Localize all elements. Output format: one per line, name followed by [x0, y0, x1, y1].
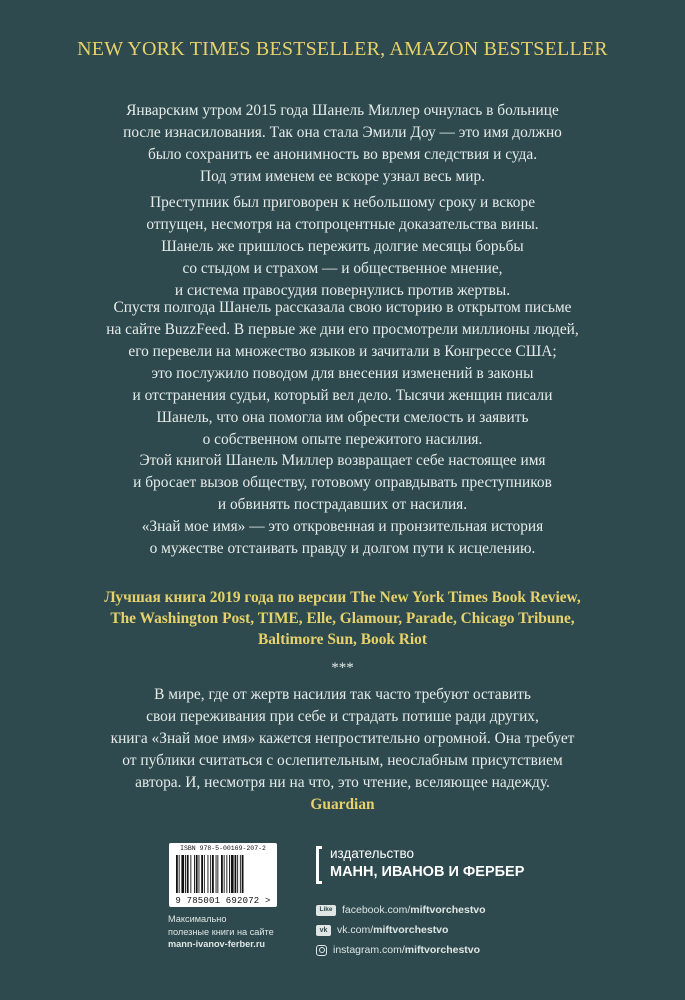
- publisher-name: МАНН, ИВАНОВ И ФЕРБЕР: [330, 864, 525, 880]
- bracket-icon: [316, 846, 322, 884]
- barcode-digits: 9 785001 692072 >: [175, 896, 271, 906]
- isbn-number: ISBN 978-5-00169-207-2: [180, 845, 266, 852]
- social-link-vk[interactable]: [316, 920, 576, 940]
- text-line: после изнасилования. Так она стала Эмили Доу — это имя должно: [123, 124, 562, 141]
- text-line: на сайте BuzzFeed. В первые же дни его просмотрели миллионы людей,: [106, 321, 579, 338]
- social-link-facebook[interactable]: [316, 900, 576, 920]
- quote-line: книга «Знай мое имя» кажется непростительно огромной. Она требует: [110, 730, 575, 747]
- text-line: и отстранения судьи, который вел дело. Тысячи женщин писали: [132, 387, 553, 404]
- text-line: и система правосудия повернулись против жертвы.: [174, 282, 511, 299]
- quote-source: Guardian: [310, 796, 375, 813]
- text-line: о мужестве отстаивать правду и долгом пути к исцелению.: [149, 540, 536, 557]
- review-quote: [82, 684, 603, 816]
- description-paragraph-3: [75, 297, 610, 451]
- text-line: Под этим именем ее вскоре узнал весь мир.: [199, 168, 486, 185]
- awards-line: Baltimore Sun, Book Riot: [257, 631, 428, 648]
- instagram-icon: [316, 945, 327, 956]
- quote-line: автора. И, несмотря ни на что, это чтение, вселяющее надежду.: [135, 774, 550, 791]
- section-separator: ***: [331, 660, 354, 676]
- social-links: [316, 900, 576, 960]
- text-line: было сохранить ее анонимность во время следствия и суда.: [147, 146, 538, 163]
- social-prefix: facebook.com/: [342, 904, 411, 916]
- text-line: Спустя полгода Шанель рассказала свою историю в открытом письме: [113, 299, 572, 316]
- text-line: его перевели на множество языков и зачитали в Конгрессе США;: [128, 343, 557, 360]
- social-handle: miftvorchestvo: [410, 904, 486, 916]
- promo-line: полезные книги на сайте: [168, 926, 274, 937]
- text-line: и обвинять пострадавших от насилия.: [217, 496, 468, 513]
- bestseller-banner: NEW YORK TIMES BESTSELLER, AMAZON BESTSELLER: [77, 38, 608, 60]
- text-line: «Знай мое имя» — это откровенная и пронзительная история: [141, 518, 544, 535]
- quote-line: В мире, где от жертв насилия так часто требуют оставить: [154, 686, 531, 703]
- website-promo: [168, 913, 308, 951]
- text-line: о собственном опыте пережитого насилия.: [202, 431, 483, 448]
- text-line: и бросает вызов обществу, готовому оправдывать преступников: [133, 474, 552, 491]
- vk-icon: vk: [316, 925, 331, 936]
- barcode-bars-icon: [175, 855, 271, 895]
- publisher-label: издательство: [330, 846, 414, 861]
- description-paragraph-2: [90, 192, 595, 302]
- barcode: [169, 843, 277, 907]
- website-link[interactable]: mann-ivanov-ferber.ru: [168, 939, 266, 949]
- social-link-instagram[interactable]: [316, 940, 576, 960]
- awards-block: [60, 587, 625, 650]
- text-line: Этой книгой Шанель Миллер возвращает себе настоящее имя: [139, 452, 546, 469]
- text-line: это послужило поводом для внесения изменений в законы: [151, 365, 534, 382]
- text-line: со стыдом и страхом — и общественное мнение,: [182, 260, 503, 277]
- description-paragraph-1: [90, 100, 595, 188]
- description-paragraph-4: [90, 450, 595, 560]
- awards-line: The Washington Post, TIME, Elle, Glamour, Parade, Chicago Tribune,: [110, 610, 575, 627]
- social-handle: miftvorchestvo: [373, 924, 449, 936]
- text-line: Шанель же пришлось пережить долгие месяцы борьбы: [161, 238, 524, 255]
- text-line: отпущен, несмотря на стопроцентные доказательства вины.: [146, 216, 539, 233]
- quote-line: свои переживания при себе и страдать потише ради других,: [146, 708, 539, 725]
- facebook-like-icon: Like: [316, 905, 336, 916]
- promo-line: Максимально: [168, 914, 227, 924]
- social-handle: miftvorchestvo: [404, 944, 481, 956]
- publisher-logo: [316, 846, 576, 886]
- social-prefix: instagram.com/: [333, 944, 405, 956]
- text-line: Январским утром 2015 года Шанель Миллер очнулась в больнице: [126, 102, 559, 119]
- social-prefix: vk.com/: [337, 924, 374, 936]
- text-line: Преступник был приговорен к небольшому сроку и вскоре: [149, 194, 536, 211]
- quote-line: от публики считаться с ослепительным, неослабным присутствием: [122, 752, 563, 769]
- awards-line: Лучшая книга 2019 года по версии The New York Times Book Review,: [104, 589, 581, 606]
- text-line: Шанель, что она помогла им обрести смелость и заявить: [156, 409, 529, 426]
